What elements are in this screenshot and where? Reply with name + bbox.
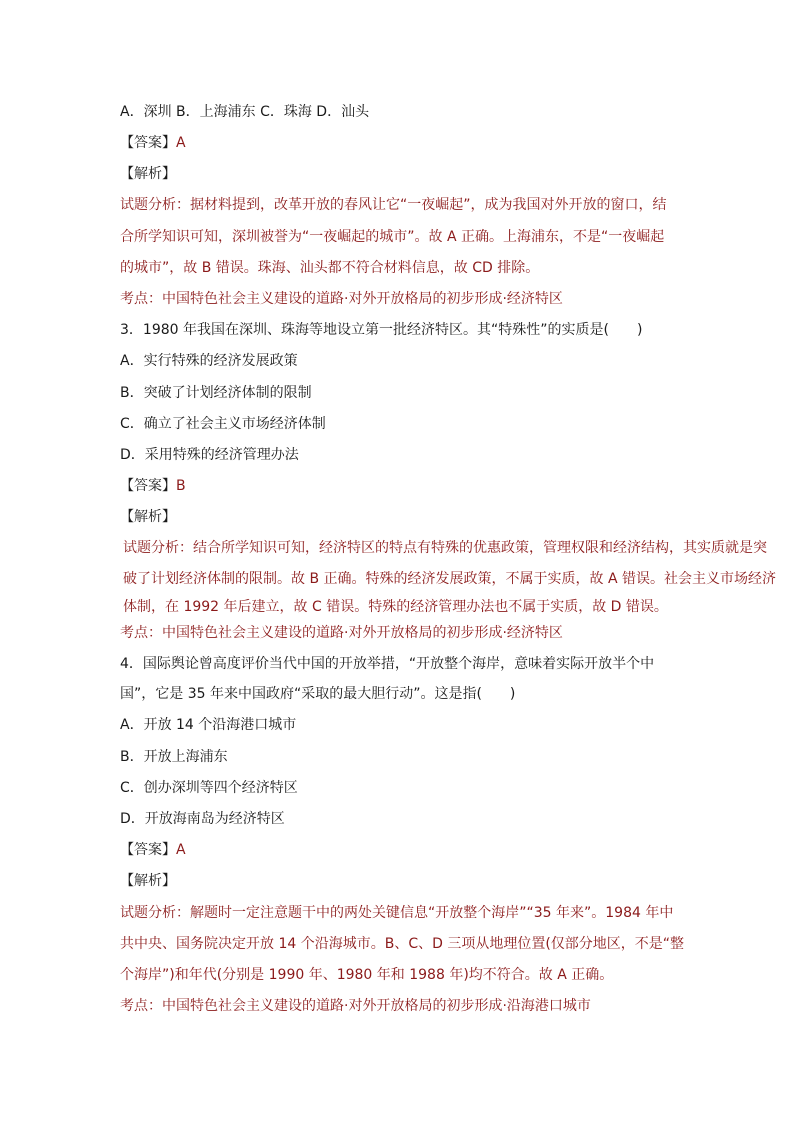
q2-analysis-line: 合所学知识可知，深圳被誉为“一夜崛起的城市”。故 A 正确。上海浦东，不是“一夜崛起 bbox=[120, 229, 665, 245]
q2-kaodian: 考点：中国特色社会主义建设的道路·对外开放格局的初步形成·经济特区 bbox=[120, 291, 563, 307]
q3-analysis-line: 试题分析：结合所学知识可知，经济特区的特点有特殊的优惠政策，管理权限和经济结构，其实质就是突 bbox=[123, 540, 767, 556]
q4-kaodian: 考点：中国特色社会主义建设的道路·对外开放格局的初步形成·沿海港口城市 bbox=[120, 998, 591, 1014]
q4-analysis-line: 试题分析：解题时一定注意题干中的两处关键信息“开放整个海岸”“35 年来”。1984 年中 bbox=[120, 905, 674, 921]
q3-option-d: D．采用特殊的经济管理办法 bbox=[120, 447, 299, 463]
q4-option-c: C．创办深圳等四个经济特区 bbox=[120, 780, 298, 796]
q2-options: A．深圳 B．上海浦东 C．珠海 D．汕头 bbox=[120, 104, 370, 120]
q4-stem-line: 4．国际舆论曾高度评价当代中国的开放举措，“开放整个海岸，意味着实际开放半个中 bbox=[120, 656, 655, 672]
q3-answer bbox=[120, 476, 186, 496]
q2-analysis-line: 的城市”，故 B 错误。珠海、汕头都不符合材料信息，故 CD 排除。 bbox=[120, 260, 540, 276]
q3-option-c: C．确立了社会主义市场经济体制 bbox=[120, 416, 326, 432]
q3-option-a: A．实行特殊的经济发展政策 bbox=[120, 353, 298, 369]
answer-label: 【答案】 bbox=[120, 135, 176, 151]
q4-option-b: B．开放上海浦东 bbox=[120, 749, 228, 765]
q4-stem-line: 国”，它是 35 年来中国政府“采取的最大胆行动”。这是指( ) bbox=[120, 686, 516, 702]
q4-option-a: A．开放 14 个沿海港口城市 bbox=[120, 717, 297, 733]
q4-answer bbox=[120, 840, 186, 860]
q4-analysis-line: 个海岸”)和年代(分别是 1990 年、1980 年和 1988 年)均不符合。故 A 正确。 bbox=[120, 967, 614, 983]
q2-analysis-label: 【解析】 bbox=[120, 166, 176, 182]
q4-analysis-label: 【解析】 bbox=[120, 873, 176, 889]
answer-label: 【答案】 bbox=[120, 478, 176, 494]
q3-analysis-line: 破了计划经济体制的限制。故 B 正确。特殊的经济发展政策，不属于实质，故 A 错误。社会主义市场经济 bbox=[123, 571, 776, 587]
answer-value: A bbox=[176, 135, 186, 151]
q2-analysis-line: 试题分析：据材料提到，改革开放的春风让它“一夜崛起”，成为我国对外开放的窗口，结 bbox=[120, 197, 667, 213]
answer-value: B bbox=[176, 478, 186, 494]
answer-label: 【答案】 bbox=[120, 842, 176, 858]
q3-option-b: B．突破了计划经济体制的限制 bbox=[120, 385, 312, 401]
q3-stem: 3．1980 年我国在深圳、珠海等地设立第一批经济特区。其“特殊性”的实质是( ) bbox=[120, 322, 643, 338]
answer-value: A bbox=[176, 842, 186, 858]
q3-analysis-line: 体制，在 1992 年后建立，故 C 错误。特殊的经济管理办法也不属于实质，故 D 错误。 bbox=[123, 599, 668, 615]
q2-answer bbox=[120, 133, 186, 153]
q4-option-d: D．开放海南岛为经济特区 bbox=[120, 811, 285, 827]
q3-kaodian: 考点：中国特色社会主义建设的道路·对外开放格局的初步形成·经济特区 bbox=[120, 625, 563, 641]
q4-analysis-line: 共中央、国务院决定开放 14 个沿海城市。B、C、D 三项从地理位置(仅部分地区，不是“整 bbox=[120, 936, 685, 952]
q3-analysis-label: 【解析】 bbox=[120, 509, 176, 525]
